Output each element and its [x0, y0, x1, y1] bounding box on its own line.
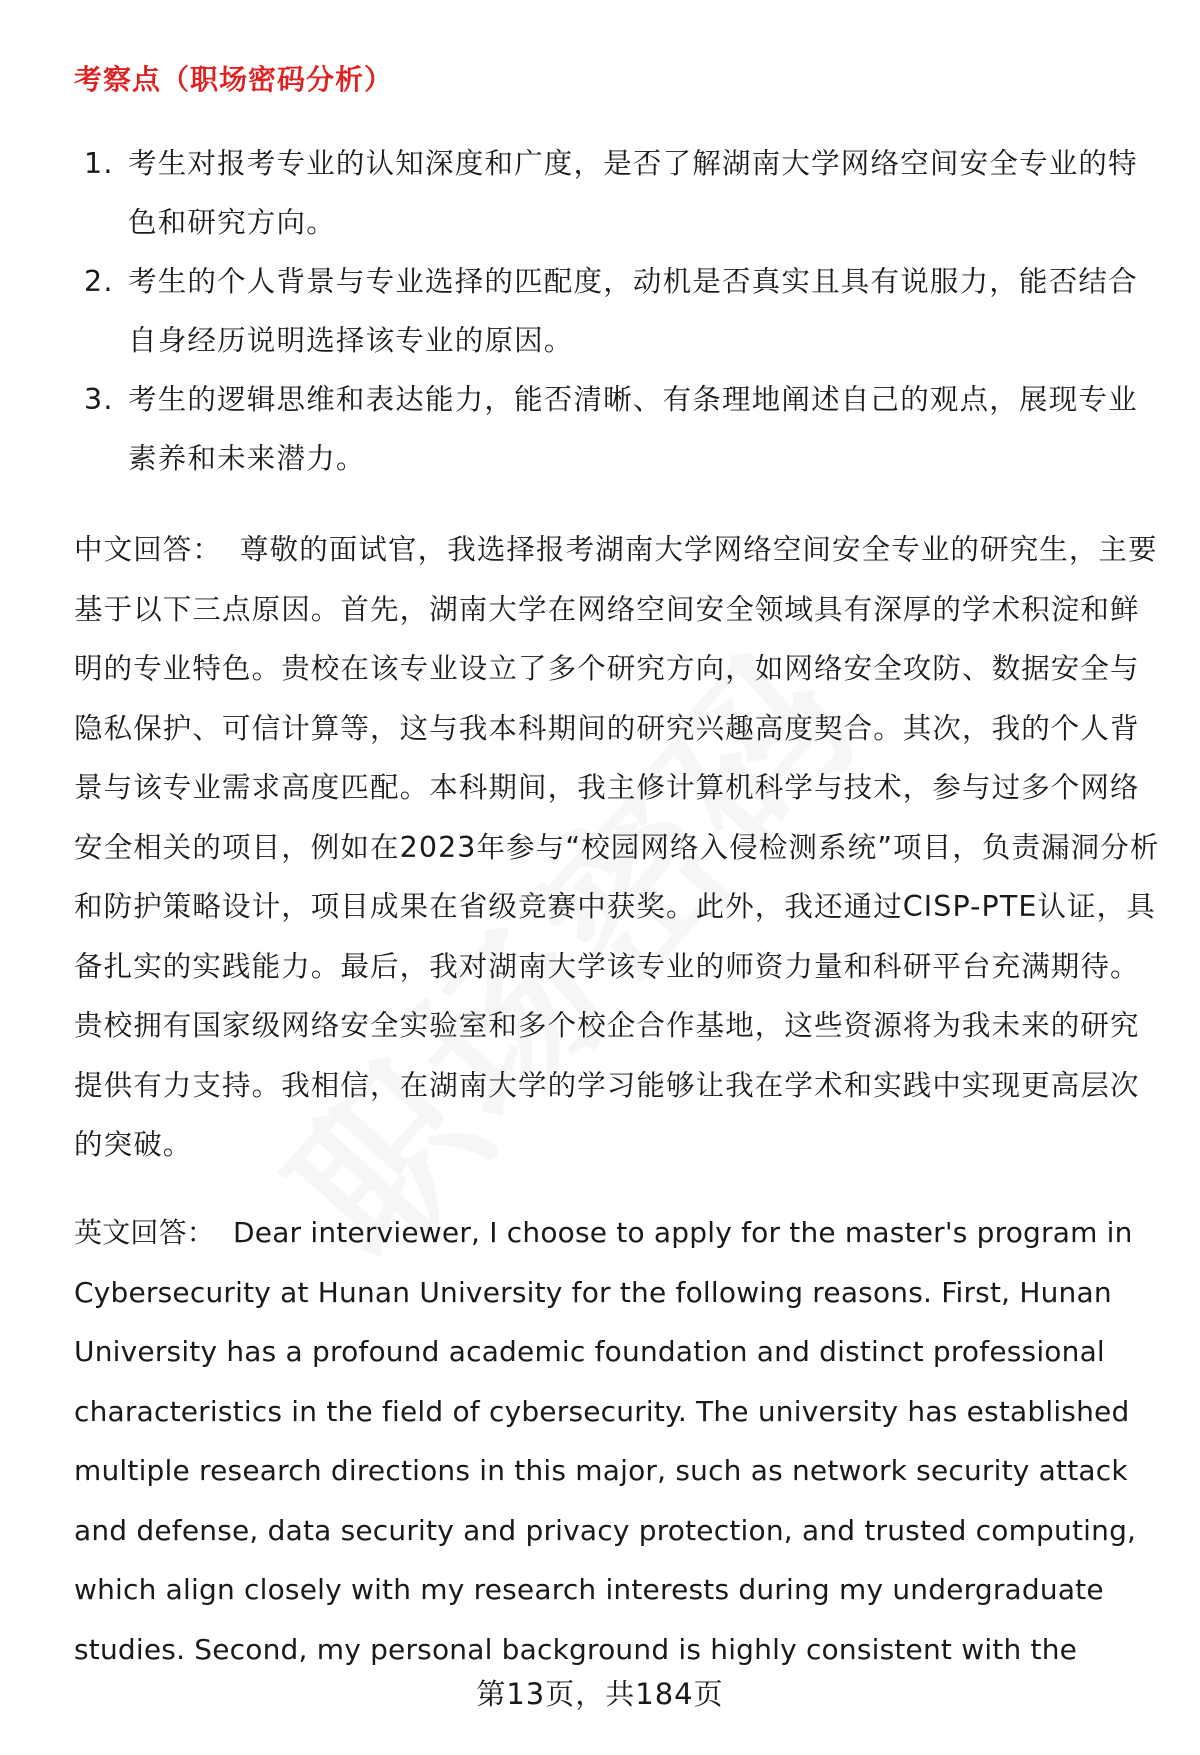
list-item-text: 考生对报考专业的认知深度和广度，是否了解湖南大学网络空间安全专业的特色和研究方向。: [128, 147, 1138, 239]
english-answer-label: 英文回答：: [74, 1216, 216, 1249]
page-number-footer: 第13页，共184页: [476, 1677, 724, 1711]
list-item-number: 3.: [84, 383, 114, 416]
section-title: 考察点（职场密码分析）: [74, 63, 394, 96]
chinese-answer-text: 尊敬的面试官，我选择报考湖南大学网络空间安全专业的研究生，主要基于以下三点原因。首先，湖南大学在网络空间安全领域具有深厚的学术积淀和鲜明的专业特色。贵校在该专业设立了多个研究方向，如网络安全攻防、数据安全与隐私保护、可信计算等，这与我本科期间的研究兴趣高度契合。其次，我的个人背景与该专业需求高度匹配。本科期间，我主修计算机科学与技术，参与过多个网络安全相关的项目，例如在2023年参与“校园网络入侵检测系统”项目，负责漏洞分析和防护策略设计，项目成果在省级竞赛中获奖。此外，我还通过CISP-PTE认证，具备扎实的实践能力。最后，我对湖南大学该专业的师资力量和科研平台充满期待。贵校拥有国家级网络安全实验室和多个校企合作基地，这些资源将为我未来的研究提供有力支持。我相信，在湖南大学的学习能够让我在学术和实践中实现更高层次的突破。: [74, 533, 1160, 1161]
english-answer-paragraph: [74, 1203, 1164, 1679]
list-item-number: 2.: [84, 265, 114, 298]
list-item-number: 1.: [84, 147, 114, 180]
list-item: [74, 134, 1152, 252]
chinese-answer-paragraph: [74, 520, 1164, 1175]
list-item-text: 考生的个人背景与专业选择的匹配度，动机是否真实且具有说服力，能否结合自身经历说明选择该专业的原因。: [128, 265, 1138, 357]
list-item-text: 考生的逻辑思维和表达能力，能否清晰、有条理地阐述自己的观点，展现专业素养和未来潜力。: [128, 383, 1138, 475]
english-answer-text: Dear interviewer, I choose to apply for the master's program in Cybersecurity at Hunan University for the following reasons. First, Hunan University has a profound academic foundation and distinct professional characteristics in the field of cybersecurity. The university has established multiple research directions in this major, such as network security attack and defense, data security and privacy protection, and trusted computing, which align closely with my research interests during my undergraduate studies. Second, my personal background is highly consistent with the: [74, 1216, 1137, 1666]
assessment-points-list: [74, 134, 1152, 488]
list-item: [74, 370, 1152, 488]
chinese-answer-label: 中文回答：: [74, 533, 223, 566]
list-item: [74, 252, 1152, 370]
